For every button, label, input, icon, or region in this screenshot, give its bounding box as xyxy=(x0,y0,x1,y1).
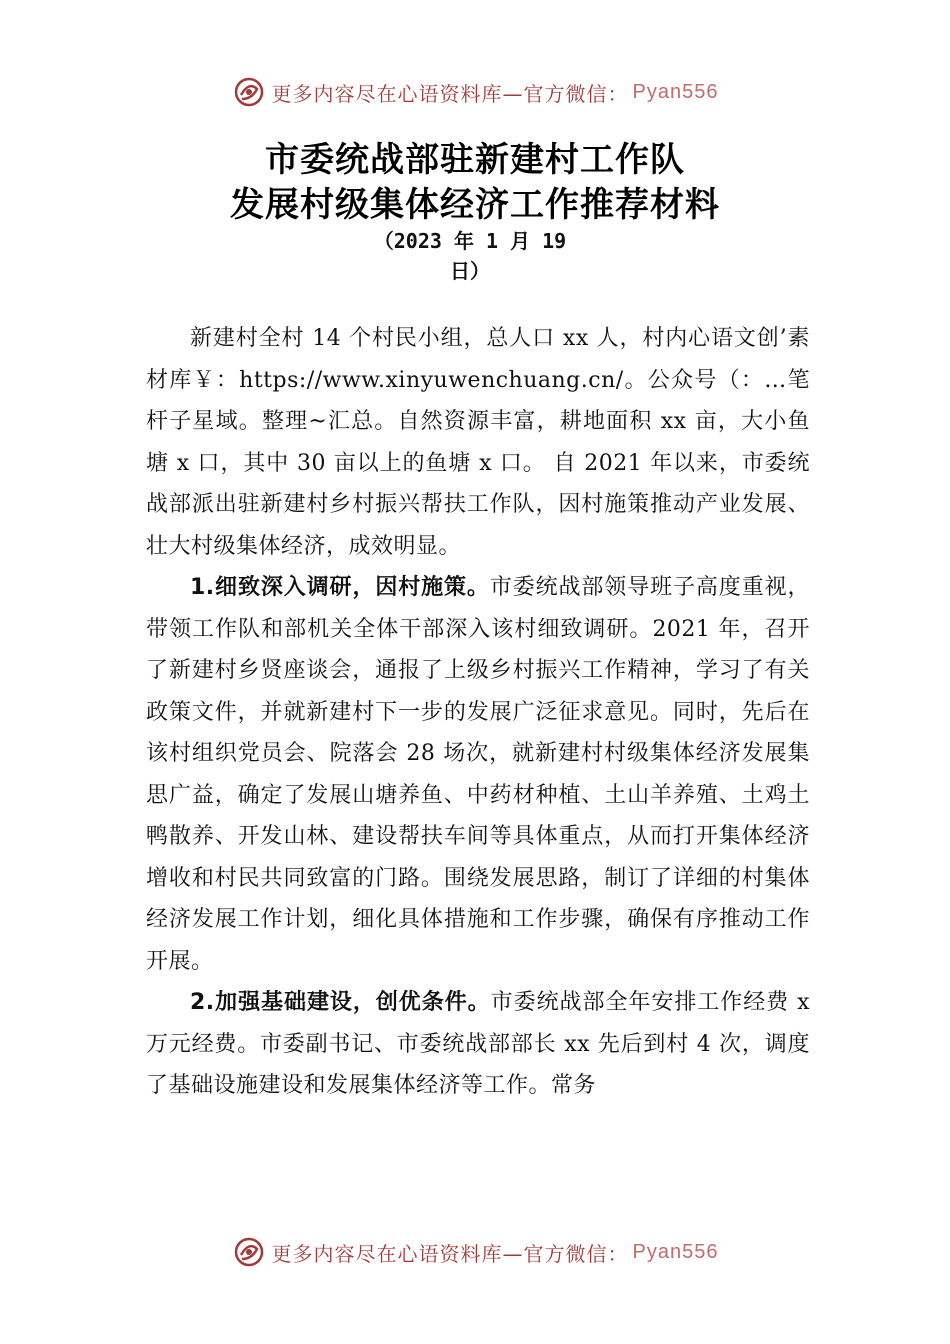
document-body xyxy=(146,318,810,1107)
banner-handle: Pyan556 xyxy=(632,1240,719,1263)
banner-text: 更多内容尽在心语资料库—官方微信： xyxy=(271,1241,629,1266)
stamp-logo-icon xyxy=(232,1235,266,1269)
section-heading-infrastructure: 2.加强基础建设，创优条件。 xyxy=(190,990,491,1015)
paragraph-infrastructure xyxy=(146,982,810,1107)
paragraph-research xyxy=(146,567,810,982)
footer-watermark-banner xyxy=(0,1232,950,1272)
document-title-line2: 发展村级集体经济工作推荐材料 xyxy=(230,185,720,225)
section-text-infrastructure: 市委统战部全年安排工作经费 x 万元经费。市委副书记、市委统战部部长 xx 先后到村 4 次，调度了基础设施建设和发展集体经济等工作。常务 xyxy=(146,990,810,1098)
banner-handle: Pyan556 xyxy=(632,80,719,103)
document-title-line1: 市委统战部驻新建村工作队 xyxy=(265,140,685,180)
section-text-research: 市委统战部领导班子高度重视，带领工作队和部机关全体干部深入该村细致调研。2021 年，召开了新建村乡贤座谈会，通报了上级乡村振兴工作精神，学习了有关政策文件，并就新建村下一步的发展广泛征求意见。同时，先后在该村组织党员会、院落会 28 场次，就新建村村级集体经济发展集思广益，确定了发展山塘养鱼、中药材种植、土山羊养殖、土鸡土鸭散养、开发山林、建设帮扶车间等具体重点，从而打开集体经济增收和村民共同致富的门路。围绕发展思路，制订了详细的村集体经济发展工作计划，细化具体措施和工作步骤，确保有序推动工作开展。 xyxy=(146,575,810,974)
section-heading-research: 1.细致深入调研，因村施策。 xyxy=(190,575,490,600)
banner-text: 更多内容尽在心语资料库—官方微信： xyxy=(271,81,629,106)
date-line2: 日） xyxy=(450,259,490,283)
stamp-logo-icon xyxy=(232,75,266,109)
header-watermark-banner xyxy=(0,72,950,112)
date-line1: （2023 年 1 月 19 xyxy=(373,229,567,253)
document-date xyxy=(350,226,590,286)
paragraph-intro: 新建村全村 14 个村民小组，总人口 xx 人，村内心语文创’素材库￥：https://www.xinyuwenchuang.cn/。公众号（：…笔杆子星域。整理~汇总。自然资源丰富，耕地面积 xx 亩，大小鱼塘 x 口，其中 30 亩以上的鱼塘 x 口。 自 2021 年以来，市委统战部派出驻新建村乡村振兴帮扶工作队，因村施策推动产业发展、壮大村级集体经济，成效明显。 xyxy=(146,326,810,559)
